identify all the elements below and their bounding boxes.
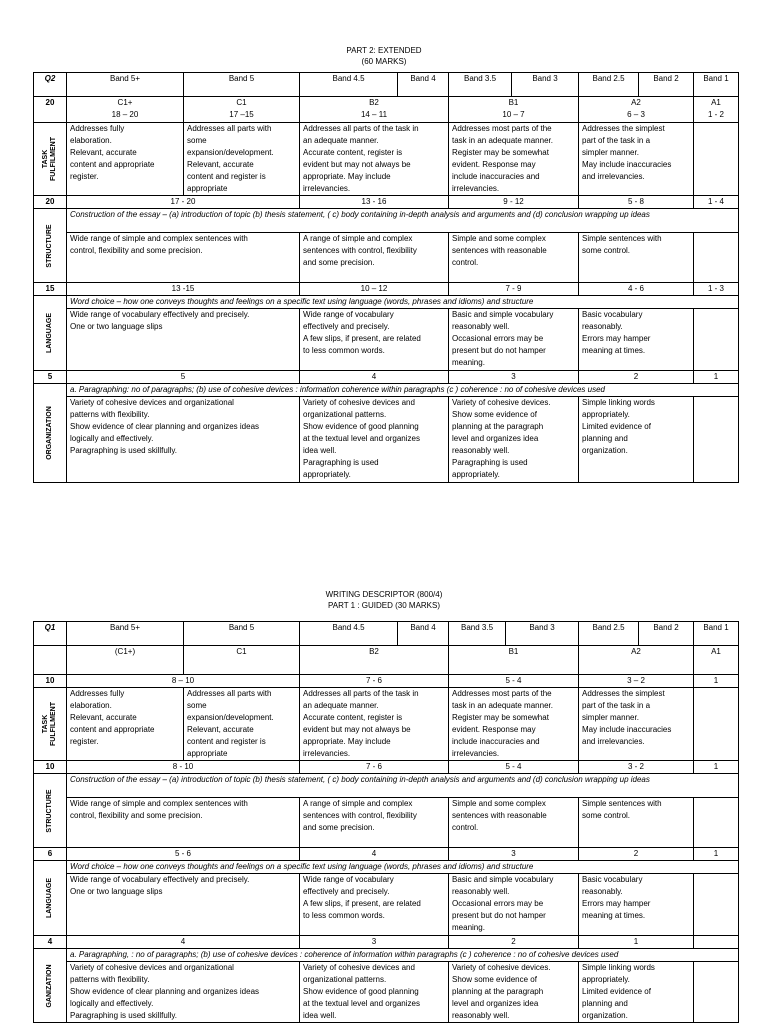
structure-label: STRUCTURE: [46, 788, 53, 833]
mark-range: 3 - 2: [579, 761, 694, 774]
mark-range: 1: [694, 761, 739, 774]
part1-title: WRITING DESCRIPTOR (800/4): [325, 590, 443, 599]
marks-row: [34, 675, 739, 688]
total-marks: 10: [34, 761, 67, 774]
mark-range: 8 – 10: [67, 675, 300, 688]
task-fulfilment-label: TASK FULFILMENT: [42, 702, 57, 746]
level-b1: B1 10 – 7: [449, 97, 579, 123]
criteria-text: a. Paragraphing, : no of paragraphs; (b) use of cohesive devices : coherence of information within paragraphs (c ) coherence : no of cohesive devices used: [67, 949, 739, 962]
criteria-text: Construction of the essay – (a) introduction of topic (b) thesis statement, ( c) body containing in-depth analysis and arguments and (d) conclusion wrapping up ideas: [67, 209, 739, 233]
level-b2: B2 14 – 11: [300, 97, 449, 123]
criteria-text: a. Paragraphing: no of paragraphs; (b) use of cohesive devices : information coherence within paragraphs (c ) coherence : no of cohesive devices used: [67, 384, 739, 397]
descriptor: Simple linking words appropriately. Limited evidence of planning and organization.: [579, 397, 694, 483]
level-row: [34, 97, 739, 123]
structure-row: [34, 233, 739, 283]
descriptor: Simple linking words appropriately. Limited evidence of planning and organization.: [579, 962, 694, 1023]
band-header: Band 5+: [67, 73, 184, 97]
part1-rubric-table: [33, 621, 739, 1023]
descriptor: Variety of cohesive devices and organizational patterns with flexibility. Show evidence of clear planning and organizes ideas logically and effectively. Paragraphing is used skillfully.: [67, 397, 300, 483]
descriptor: Variety of cohesive devices and organizational patterns. Show evidence of good planning at the textual level and organizes idea well. Paragraphing is used appropriately.: [300, 397, 449, 483]
descriptor: Wide range of vocabulary effectively and precisely. One or two language slips: [67, 309, 300, 371]
descriptor: Addresses most parts of the task in an adequate manner. Register may be somewhat evident. Response may include inaccuracies and irrelevancies.: [449, 688, 579, 761]
descriptor: Addresses fully elaboration. Relevant, accurate content and appropriate register.: [67, 688, 184, 761]
mark-range: 2: [579, 371, 694, 384]
row-label: [34, 209, 67, 283]
level-c1plus: C1+ 18 – 20: [67, 97, 184, 123]
mark-range: 1 - 4: [694, 196, 739, 209]
descriptor: Basic vocabulary reasonably. Errors may hamper meaning at times.: [579, 874, 694, 936]
criteria-row: [34, 209, 739, 233]
mark-range: 8 - 10: [67, 761, 300, 774]
marks-row: [34, 936, 739, 949]
descriptor: Addresses all parts with some expansion/development. Relevant, accurate content and register is appropriate: [184, 123, 300, 196]
mark-range: 1 - 3: [694, 283, 739, 296]
task-fulfilment-label: TASK FULFILMENT: [42, 137, 57, 181]
total-marks: 20: [34, 97, 67, 123]
mark-range: 4: [300, 848, 449, 861]
structure-label: STRUCTURE: [46, 223, 53, 268]
row-label: [34, 688, 67, 761]
level-row: [34, 646, 739, 675]
organization-label: GANIZATION: [46, 963, 53, 1008]
mark-range: 5 - 8: [579, 196, 694, 209]
descriptor: [694, 397, 739, 483]
descriptor: Basic vocabulary reasonably. Errors may hamper meaning at times.: [579, 309, 694, 371]
mark-range: 7 - 6: [300, 675, 449, 688]
mark-range: 5 - 4: [449, 761, 579, 774]
total-marks: 15: [34, 283, 67, 296]
descriptor: Addresses the simplest part of the task in a simpler manner. May include inaccuracies and irrelevancies.: [579, 123, 694, 196]
total-marks: 20: [34, 196, 67, 209]
marks-row: [34, 371, 739, 384]
band-header: Band 3.5: [449, 73, 512, 97]
descriptor: Basic and simple vocabulary reasonably well. Occasional errors may be present but do not hamper meaning.: [449, 874, 579, 936]
task-fulfilment-row: [34, 688, 739, 761]
band-header: Band 4.5: [300, 622, 398, 646]
mark-range: 5: [67, 371, 300, 384]
level-c1plus: (C1+): [67, 646, 184, 675]
part1-subtitle: PART 1 : GUIDED (30 MARKS): [327, 601, 441, 610]
mark-range: 3 – 2: [579, 675, 694, 688]
criteria-row: [34, 774, 739, 798]
mark-range: [694, 936, 739, 949]
band-header: Band 4: [398, 622, 449, 646]
level-b2: B2: [300, 646, 449, 675]
descriptor: [694, 962, 739, 1023]
part2-title: PART 2: EXTENDED: [346, 46, 422, 55]
marks-row: [34, 848, 739, 861]
part2-subtitle: (60 MARKS): [361, 57, 407, 66]
descriptor: A range of simple and complex sentences with control, flexibility and some precision.: [300, 798, 449, 848]
criteria-row: [34, 949, 739, 962]
mark-range: 1: [579, 936, 694, 949]
mark-range: 3: [449, 848, 579, 861]
descriptor: [694, 874, 739, 936]
descriptor: Addresses all parts of the task in an adequate manner. Accurate content, register is evident but may not always be appropriate. May include irrelevancies.: [300, 123, 449, 196]
band-header: Band 2.5: [579, 73, 639, 97]
question-label: Q2: [34, 73, 67, 97]
band-header: Band 4: [398, 73, 449, 97]
level-b1: B1: [449, 646, 579, 675]
band-header: Band 3.5: [449, 622, 506, 646]
descriptor: [694, 309, 739, 371]
organization-row: [34, 962, 739, 1023]
descriptor: Variety of cohesive devices and organizational patterns with flexibility. Show evidence of clear planning and organizes ideas logically and effectively. Paragraphing is used skillfully.: [67, 962, 300, 1023]
level-a1: A1: [694, 646, 739, 675]
language-label: LANGUAGE: [46, 877, 53, 919]
level-c1: C1: [184, 646, 300, 675]
descriptor: Variety of cohesive devices. Show some evidence of planning at the paragraph level and organizes idea reasonably well.: [449, 962, 579, 1023]
mark-range: 13 - 16: [300, 196, 449, 209]
mark-range: 9 - 12: [449, 196, 579, 209]
mark-range: 5 - 4: [449, 675, 579, 688]
level-a1: A1 1 - 2: [694, 97, 739, 123]
descriptor: Simple sentences with some control.: [579, 233, 694, 283]
row-label: [34, 384, 67, 483]
descriptor: Wide range of simple and complex sentences with control, flexibility and some precision.: [67, 798, 300, 848]
level-a2: A2: [579, 646, 694, 675]
marks-row: [34, 761, 739, 774]
band-header: Band 5: [184, 73, 300, 97]
descriptor: Wide range of vocabulary effectively and precisely. A few slips, if present, are related to less common words.: [300, 309, 449, 371]
descriptor: Variety of cohesive devices and organizational patterns. Show evidence of good planning at the textual level and organizes idea well.: [300, 962, 449, 1023]
mark-range: 3: [449, 371, 579, 384]
descriptor: A range of simple and complex sentences with control, flexibility and some precision.: [300, 233, 449, 283]
mark-range: 5 - 6: [67, 848, 300, 861]
marks-row: [34, 196, 739, 209]
mark-range: 1: [694, 675, 739, 688]
descriptor: Variety of cohesive devices. Show some evidence of planning at the paragraph level and organizes idea reasonably well. Paragraphing is used appropriately.: [449, 397, 579, 483]
mark-range: 10 – 12: [300, 283, 449, 296]
band-header-row: [34, 73, 739, 97]
descriptor: [694, 123, 739, 196]
descriptor: Wide range of vocabulary effectively and precisely. A few slips, if present, are related to less common words.: [300, 874, 449, 936]
band-header: Band 1: [694, 73, 739, 97]
level-a2: A2 6 – 3: [579, 97, 694, 123]
criteria-text: Word choice – how one conveys thoughts and feelings on a specific text using language (words, phrases and idioms) and structure: [67, 861, 739, 874]
row-label: [34, 123, 67, 196]
structure-row: [34, 798, 739, 848]
band-header-row: [34, 622, 739, 646]
organization-row: [34, 397, 739, 483]
row-label: [34, 774, 67, 848]
descriptor: Wide range of vocabulary effectively and precisely. One or two language slips: [67, 874, 300, 936]
band-header: Band 2: [639, 73, 694, 97]
band-header: Band 3: [506, 622, 579, 646]
band-header: Band 5: [184, 622, 300, 646]
question-label: Q1: [34, 622, 67, 646]
mark-range: 2: [449, 936, 579, 949]
descriptor: [694, 233, 739, 283]
criteria-row: [34, 384, 739, 397]
total-marks: 6: [34, 848, 67, 861]
descriptor: Simple and some complex sentences with reasonable control.: [449, 798, 579, 848]
descriptor: Addresses all parts with some expansion/development. Relevant, accurate content and register is appropriate: [184, 688, 300, 761]
criteria-text: Word choice – how one conveys thoughts and feelings on a specific text using language (words, phrases and idioms) and structure: [67, 296, 739, 309]
criteria-row: [34, 861, 739, 874]
descriptor: Addresses the simplest part of the task in a simpler manner. May include inaccuracies and irrelevancies.: [579, 688, 694, 761]
descriptor: Basic and simple vocabulary reasonably well. Occasional errors may be present but do not hamper meaning.: [449, 309, 579, 371]
language-label: LANGUAGE: [46, 312, 53, 354]
band-header: Band 5+: [67, 622, 184, 646]
organization-label: ORGANIZATION: [46, 406, 53, 460]
band-header: Band 1: [694, 622, 739, 646]
descriptor: Addresses all parts of the task in an adequate manner. Accurate content, register is evident but may not always be appropriate. May include irrelevancies.: [300, 688, 449, 761]
total-marks: 4: [34, 936, 67, 949]
mark-range: 13 -15: [67, 283, 300, 296]
band-header: Band 2: [639, 622, 694, 646]
band-header: Band 4.5: [300, 73, 398, 97]
descriptor: Addresses most parts of the task in an adequate manner. Register may be somewhat evident. Response may include inaccuracies and irrelevancies.: [449, 123, 579, 196]
row-label: [34, 861, 67, 936]
mark-range: 3: [300, 936, 449, 949]
mark-range: 4: [67, 936, 300, 949]
mark-range: 7 - 9: [449, 283, 579, 296]
descriptor: [694, 798, 739, 848]
row-label: [34, 296, 67, 371]
row-label: [34, 949, 67, 1023]
task-fulfilment-row: [34, 123, 739, 196]
mark-range: 7 - 6: [300, 761, 449, 774]
total-marks: 5: [34, 371, 67, 384]
descriptor: Simple sentences with some control.: [579, 798, 694, 848]
mark-range: 4: [300, 371, 449, 384]
band-header: Band 2.5: [579, 622, 639, 646]
descriptor: [694, 688, 739, 761]
marks-row: [34, 283, 739, 296]
mark-range: 4 - 6: [579, 283, 694, 296]
language-row: [34, 309, 739, 371]
mark-range: 1: [694, 848, 739, 861]
mark-range: 2: [579, 848, 694, 861]
mark-range: 1: [694, 371, 739, 384]
band-header: Band 3: [512, 73, 579, 97]
part2-rubric-table: [33, 72, 739, 483]
level-c1: C1 17 –15: [184, 97, 300, 123]
mark-range: 17 - 20: [67, 196, 300, 209]
total-marks: 10: [34, 675, 67, 688]
criteria-text: Construction of the essay – (a) introduction of topic (b) thesis statement, ( c) body containing in-depth analysis and arguments and (d) conclusion wrapping up ideas: [67, 774, 739, 798]
descriptor: Addresses fully elaboration. Relevant, accurate content and appropriate register.: [67, 123, 184, 196]
descriptor: Wide range of simple and complex sentences with control, flexibility and some precision.: [67, 233, 300, 283]
language-row: [34, 874, 739, 936]
criteria-row: [34, 296, 739, 309]
total-marks: [34, 646, 67, 675]
descriptor: Simple and some complex sentences with reasonable control.: [449, 233, 579, 283]
